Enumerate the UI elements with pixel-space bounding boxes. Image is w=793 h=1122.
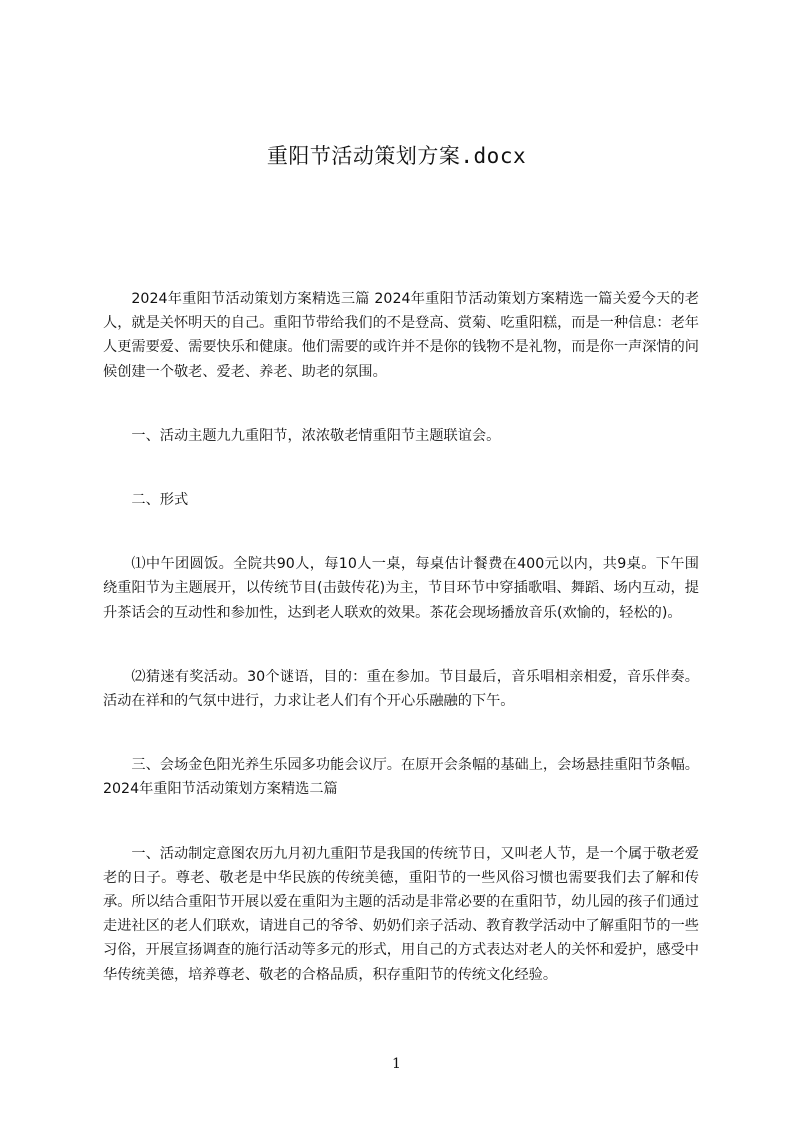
document-body <box>103 287 699 1027</box>
paragraph-riddles: ⑵猜迷有奖活动。30个谜语，目的：重在参加。节目最后，音乐唱相亲相爱，音乐伴奏。活动在祥和的气氛中进行，力求让老人们有个开心乐融融的下午。 <box>103 668 699 710</box>
paragraph-purpose: 一、活动制定意图农历九月初九重阳节是我国的传统节日，又叫老人节，是一个属于敬老爱老的日子。尊老、敬老是中华民族的传统美德，重阳节的一些风俗习惯也需要我们去了解和传承。所以结合重阳节开展以爱在重阳为主题的活动是非常必要的在重阳节，幼儿园的孩子们通过走进社区的老人们联欢，请进自己的爷爷、奶奶们亲子活动、教育教学活动中了解重阳节的一些习俗，开展宣扬调查的施行活动等多元的形式，用自己的方式表达对老人的关怀和爱护，感受中华传统美德，培养尊老、敬老的合格品质，积存重阳节的传统文化经验。 <box>103 845 699 983</box>
document-title: 重阳节活动策划方案.docx <box>266 144 527 168</box>
paragraph-lunch: ⑴中午团圆饭。全院共90人，每10人一桌，每桌估计餐费在400元以内，共9桌。下午围绕重阳节为主题展开，以传统节目(击鼓传花)为主，节目环节中穿插歌唱、舞蹈、场内互动，提升茶话会的互动性和参加性，达到老人联欢的效果。茶花会现场播放音乐(欢愉的，轻松的)。 <box>103 556 699 621</box>
paragraph-venue: 三、会场金色阳光养生乐园多功能会议厅。在原开会条幅的基础上，会场悬挂重阳节条幅。2024年重阳节活动策划方案精选二篇 <box>103 757 699 798</box>
paragraph-theme: 一、活动主题九九重阳节，浓浓敬老情重阳节主题联谊会。 <box>131 427 501 444</box>
paragraph-intro: 2024年重阳节活动策划方案精选三篇 2024年重阳节活动策划方案精选一篇关爱今天的老人，就是关怀明天的自己。重阳节带给我们的不是登高、赏菊、吃重阳糕，而是一种信息：老年人更需要爱、需要快乐和健康。他们需要的或许并不是你的钱物不是礼物，而是你一声深情的问候创建一个敬老、爱老、养老、助老的氛围。 <box>103 291 699 380</box>
paragraph-form-heading: 二、形式 <box>131 492 189 509</box>
page-number: 1 <box>392 1056 401 1072</box>
